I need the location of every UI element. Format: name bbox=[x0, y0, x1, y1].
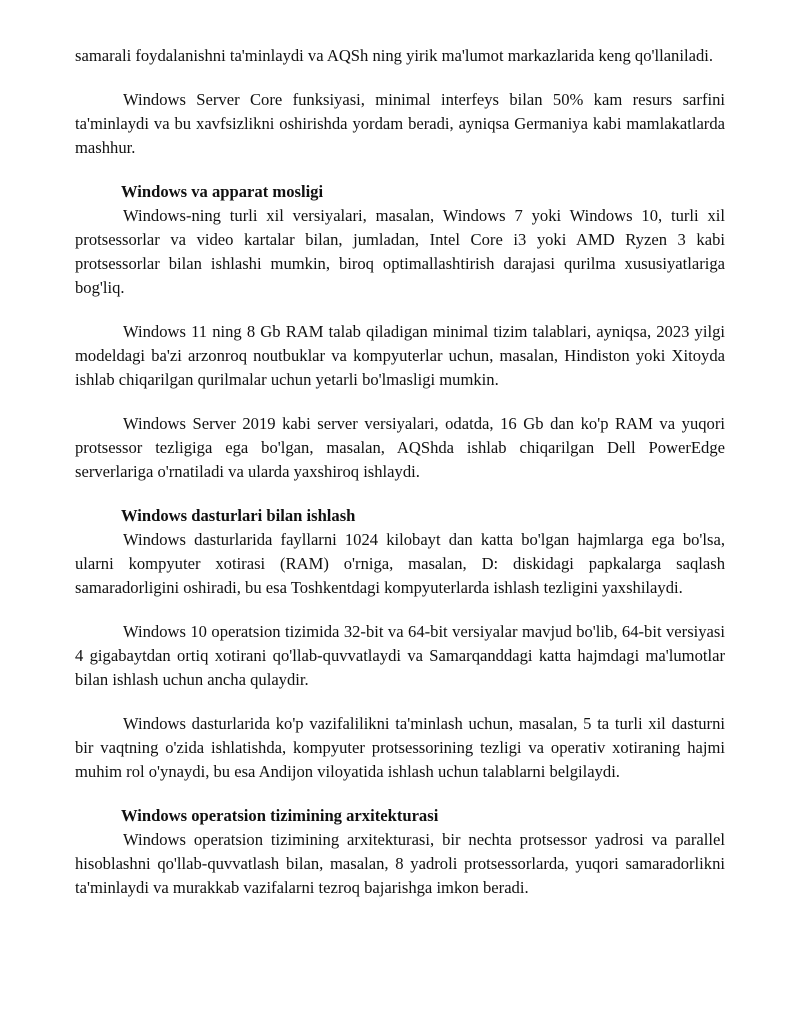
paragraph-windows-versions: Windows-ning turli xil versiyalari, masalan, Windows 7 yoki Windows 10, turli xil protsessorlar va video kartalar bilan, jumladan, Intel Core i3 yoki AMD Ryzen 3 kabi protsessorlar bilan ishlashi mumkin, biroq optimallashtirish darajasi qurilma xususiyatlariga bog'liq. bbox=[75, 206, 725, 297]
paragraph-file-storage: Windows dasturlarida fayllarni 1024 kilobayt dan katta bo'lgan hajmlarga ega bo'lsa, ularni kompyuter xotirasi (RAM) o'rniga, masalan, D: diskidagi papkalarga saqlash samaradorligini oshiradi, bu esa Toshkentdagi kompyuterlarda ishlash tezligini yaxshilaydi. bbox=[75, 530, 725, 597]
paragraph-windows-server-2019: Windows Server 2019 kabi server versiyalari, odatda, 16 Gb dan ko'p RAM va yuqori protsessor tezligiga ega bo'lgan, masalan, AQShda ishlab chiqarilgan Dell PowerEdge serverlariga o'rnatiladi va ularda yaxshiroq ishlaydi. bbox=[75, 414, 725, 481]
paragraph-server-core: Windows Server Core funksiyasi, minimal interfeys bilan 50% kam resurs sarfini ta'minlaydi va bu xavfsizlikni oshirishda yordam beradi, ayniqsa Germaniya kabi mamlakatlarda mashhur. bbox=[75, 90, 725, 157]
document-page bbox=[75, 44, 725, 900]
section-heading-os-architecture: Windows operatsion tizimining arxitekturasi bbox=[121, 806, 439, 825]
section-heading-hardware-compatibility: Windows va apparat mosligi bbox=[121, 182, 324, 201]
paragraph-multitasking: Windows dasturlarida ko'p vazifalilikni ta'minlash uchun, masalan, 5 ta turli xil dasturni bir vaqtning o'zida ishlatishda, kompyuter protsessorining tezligi va operativ xotiraning hajmi muhim rol o'ynaydi, bu esa Andijon viloyatida ishlash uchun talablarni belgilaydi. bbox=[75, 714, 725, 781]
paragraph-32-64-bit: Windows 10 operatsion tizimida 32-bit va 64-bit versiyalar mavjud bo'lib, 64-bit versiyasi 4 gigabaytdan ortiq xotirani qo'llab-quvvatlaydi va Samarqanddagi katta hajmdagi ma'lumotlar bilan ishlash uchun ancha qulaydir. bbox=[75, 622, 725, 689]
paragraph-architecture: Windows operatsion tizimining arxitekturasi, bir nechta protsessor yadrosi va parallel hisoblashni qo'llab-quvvatlash bilan, masalan, 8 yadroli protsessorlarda, yuqori samaradorlikni ta'minlaydi va murakkab vazifalarni tezroq bajarishga imkon beradi. bbox=[75, 830, 725, 897]
section-heading-windows-programs: Windows dasturlari bilan ishlash bbox=[121, 506, 356, 525]
paragraph-data-centers: samarali foydalanishni ta'minlaydi va AQSh ning yirik ma'lumot markazlarida keng qo'llaniladi. bbox=[75, 46, 714, 65]
paragraph-windows-11-requirements: Windows 11 ning 8 Gb RAM talab qiladigan minimal tizim talablari, ayniqsa, 2023 yilgi modeldagi ba'zi arzonroq noutbuklar va kompyuterlar uchun, masalan, Hindiston yoki Xitoyda ishlab chiqarilgan qurilmalar uchun yetarli bo'lmasligi mumkin. bbox=[75, 322, 725, 389]
